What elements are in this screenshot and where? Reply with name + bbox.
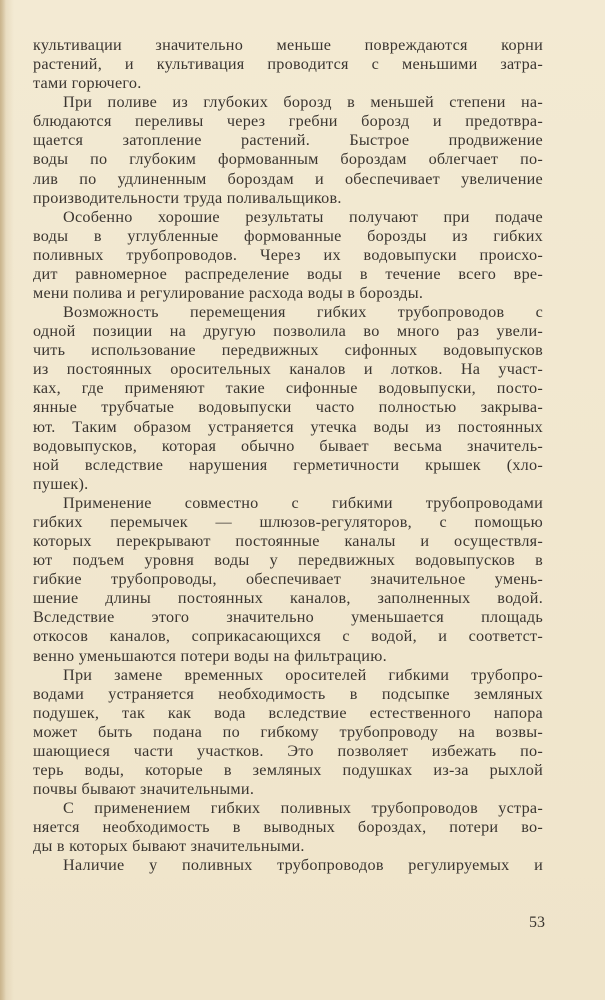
page-number: 53 xyxy=(529,914,545,931)
text-line: гибких перемычек — шлюзов-регуляторов, с помощью xyxy=(33,512,543,531)
text-line: производительности труда поливальщиков. xyxy=(33,188,342,207)
body-text xyxy=(33,36,543,875)
text-line: гибкие трубопроводы, обеспечивает значительное умень- xyxy=(33,570,543,589)
text-line: блюдаются переливы через гребни борозд и предотвра- xyxy=(33,112,543,131)
text-line: Возможность перемещения гибких трубопроводов с xyxy=(63,303,543,322)
text-line: При поливе из глубоких борозд в меньшей степени на- xyxy=(63,93,543,112)
text-line: Применение совместно с гибкими трубопроводами xyxy=(63,493,543,512)
text-line: няется необходимость в выводных бороздах, потери во- xyxy=(33,818,543,837)
text-line: шение длины постоянных каналов, заполненных водой. xyxy=(33,589,543,608)
text-line: пушек). xyxy=(33,474,89,493)
text-line: лив по удлиненным бороздам и обеспечивает увеличение xyxy=(33,169,543,188)
text-line: может быть подана по гибкому трубопроводу на возвы- xyxy=(33,722,543,741)
text-line: Наличие у поливных трубопроводов регулируемых и xyxy=(63,856,543,875)
text-line: поливных трубопроводов. Через их водовыпуски происхо- xyxy=(33,245,543,264)
text-line: растений, и культивация проводится с меньшими затра- xyxy=(33,55,543,74)
text-line: янные трубчатые водовыпуски часто полностью закрыва- xyxy=(33,398,543,417)
text-line: культивации значительно меньше повреждаются корни xyxy=(33,36,543,54)
text-line: чить использование передвижных сифонных водовыпусков xyxy=(33,341,543,360)
text-line: Вследствие этого значительно уменьшается площадь xyxy=(33,608,543,627)
text-line: дит равномерное распределение воды в течение всего вре- xyxy=(33,264,543,283)
text-line: С применением гибких поливных трубопроводов устра- xyxy=(63,799,543,818)
text-line: венно уменьшаются потери воды на фильтрацию. xyxy=(33,646,387,665)
text-line: водовыпусков, которая обычно бывает весьма значитель- xyxy=(33,436,543,455)
text-line: Особенно хорошие результаты получают при подаче xyxy=(63,207,543,226)
text-line: мени полива и регулирование расхода воды в борозды. xyxy=(33,284,424,303)
text-line: ках, где применяют такие сифонные водовыпуски, посто- xyxy=(33,379,543,398)
text-line: водами устраняется необходимость в подсыпке земляных xyxy=(33,684,543,703)
text-line: почвы бывают значительными. xyxy=(33,780,255,799)
text-line: ют. Таким образом устраняется утечка воды из постоянных xyxy=(33,417,543,436)
text-line: ды в которых бывают значительными. xyxy=(33,837,305,856)
text-line: воды по глубоким формованным бороздам облегчает по- xyxy=(33,150,543,169)
page-binding-shadow xyxy=(0,0,6,1000)
text-line: которых перекрывают постоянные каналы и осуществля- xyxy=(33,532,543,551)
text-line: воды в углубленные формованные борозды из гибких xyxy=(33,226,543,245)
text-line: щается затопление растений. Быстрое продвижение xyxy=(33,131,543,150)
text-line: из постоянных оросительных каналов и лотков. На участ- xyxy=(33,360,543,379)
text-line: одной позиции на другую позволила во много раз увели- xyxy=(33,322,543,341)
text-line: ной вследствие нарушения герметичности крышек (хло- xyxy=(33,455,543,474)
text-line: При замене временных оросителей гибкими трубопро- xyxy=(63,665,543,684)
text-line: откосов каналов, соприкасающихся с водой, и соответст- xyxy=(33,627,543,646)
text-line: терь воды, которые в земляных подушках из-за рыхлой xyxy=(33,760,543,779)
text-line: шающиеся части участков. Это позволяет избежать по- xyxy=(33,741,543,760)
text-line: подушек, так как вода вследствие естественного напора xyxy=(33,703,543,722)
text-line: тами горючего. xyxy=(33,74,142,93)
text-line: ют подъем уровня воды у передвижных водовыпусков в xyxy=(33,551,543,570)
